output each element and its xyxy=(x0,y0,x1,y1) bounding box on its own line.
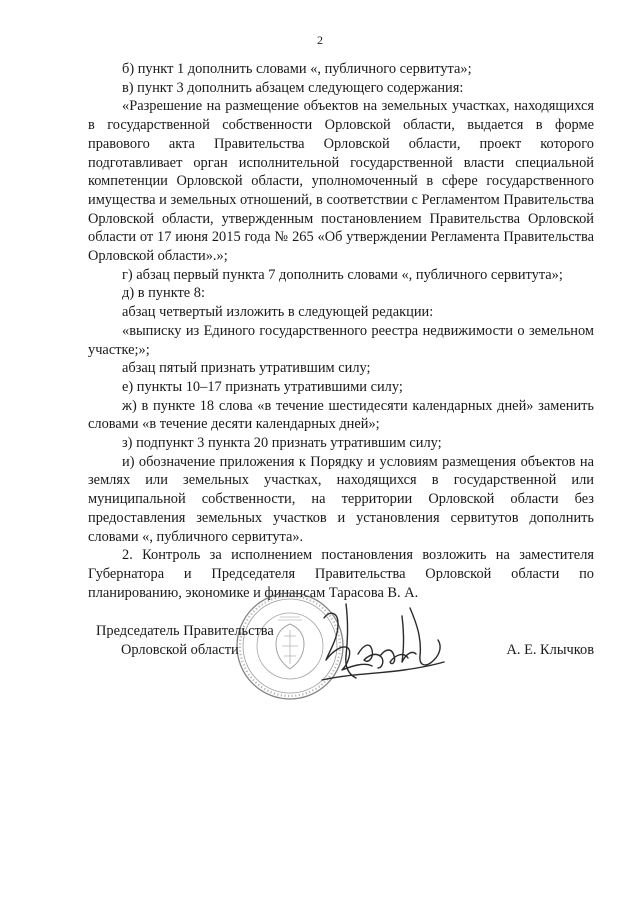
paragraph-z: з) подпункт 3 пункта 20 признать утратившим силу; xyxy=(122,435,442,452)
paragraph-e: е) пункты 10–17 признать утратившими силу; xyxy=(122,378,403,395)
paragraph-v: в) пункт 3 дополнить абзацем следующего содержания: xyxy=(122,79,464,96)
paragraph-vypisku: «выписку из Единого государственного реестра недвижимости о земельном участке;»; xyxy=(88,322,594,358)
paragraph-abzac-4: абзац четвертый изложить в следующей редакции: xyxy=(122,304,434,321)
paragraph-abzac-5: абзац пятый признать утратившим силу; xyxy=(122,360,371,377)
paragraph-quote-permission: «Разрешение на размещение объектов на земельных участках, находящихся в государственной собственности Орловской области, выдается в форме правового акта Правительства Орловской области, проект которого подготавливает орган исполнительной государственной власти специальной компетенции Орловской области, уполномоченный в сфере государственного имущества и земельных отношений, в соответствии с Регламентом Правительства Орловской области, утвержденным постановлением Правительства Орловской области от 17 июня 2015 года № 265 «Об утверждении Регламента Правительства Орловской области».»; xyxy=(88,98,594,265)
paragraph-i: и) обозначение приложения к Порядку и условиям размещения объектов на землях или земельных участках, находящихся в государственной или муниципальной собственности, на территории Орловской области без предоставления земельных участков и установления сервитутов дополнить словами «, публичного сервитута». xyxy=(88,453,594,545)
signatory-name: А. Е. Клычков xyxy=(506,642,594,658)
paragraph-d: д) в пункте 8: xyxy=(122,285,205,302)
signatory-title-line-2: Орловской области xyxy=(121,642,239,658)
paragraph-g: г) абзац первый пункта 7 дополнить словами «, публичного сервитута»; xyxy=(122,266,563,283)
signatory-title-line-1: Председатель Правительства xyxy=(96,623,274,639)
document-body xyxy=(88,60,594,602)
paragraph-b: б) пункт 1 дополнить словами «, публичного сервитута»; xyxy=(122,61,472,77)
paragraph-zh: ж) в пункте 18 слова «в течение шестидесяти календарных дней» заменить словами «в течение десяти календарных дней»; xyxy=(88,397,594,433)
page-number: 2 xyxy=(317,33,323,47)
paragraph-2-control: 2. Контроль за исполнением постановления возложить на заместителя Губернатора и Председателя Правительства Орловской области по планированию, экономике и финансам Тарасова В. А. xyxy=(88,547,594,601)
handwritten-signature xyxy=(318,596,450,688)
